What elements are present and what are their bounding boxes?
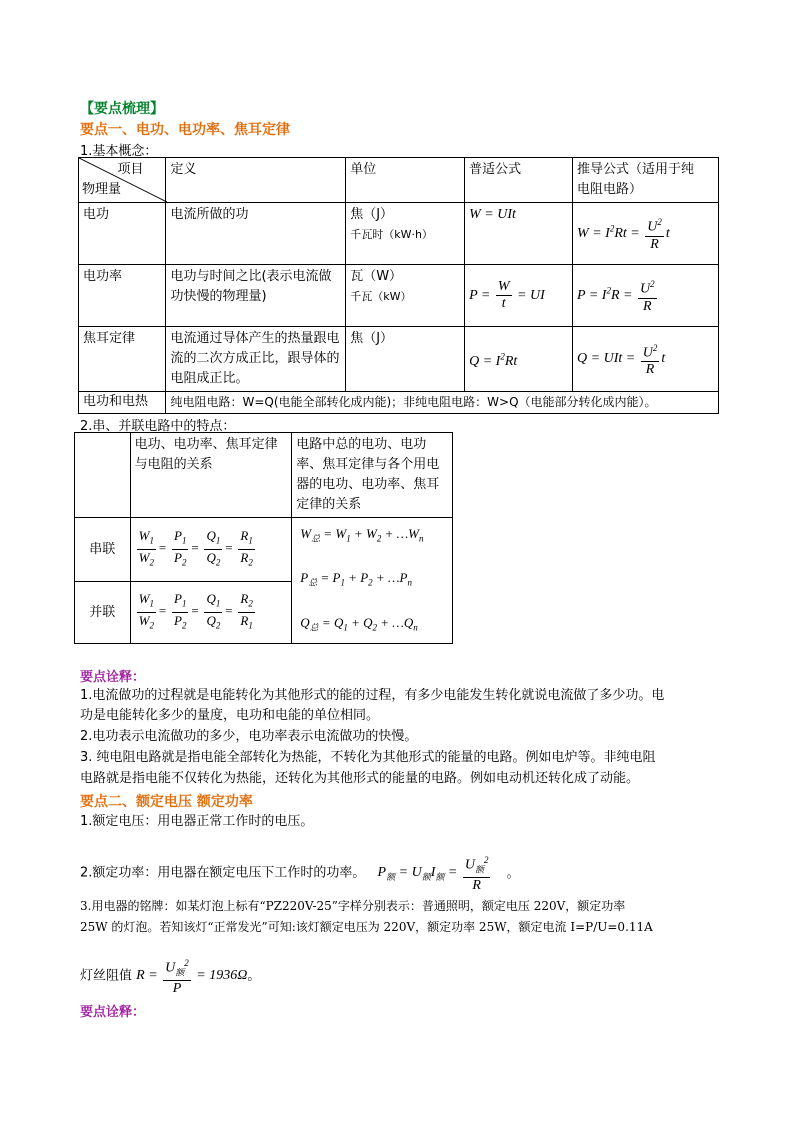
notes1-line5: 电路就是指电能不仅转化为热能，还转化为其他形式的能量的电路。例如电动机还转化成了动能。: [80, 771, 640, 786]
corner-cell: [79, 158, 166, 203]
filament-formula: R = $\frac{U_额^2}{P}$ = 1936Ω: [136, 958, 248, 997]
nameplate-line2: 25W 的灯泡。若知该灯“正常发光”可知:该灯额定电压为 220V，额定功率 25W，额定电流 I=P/U=0.11A: [80, 920, 653, 934]
filament-line: 灯丝阻值 R = $\frac{U_额^2}{P}$ = 1936Ω。: [80, 958, 261, 997]
row-joule-name: 焦耳定律: [79, 327, 166, 392]
point1-title: 要点一、电功、电功率、焦耳定律: [80, 122, 290, 138]
sp-parallel-ratio: $\frac{W_1}{W_2}$ = $\frac{P_1}{P_2}$ = $\frac{Q_1}{Q_2}$ = $\frac{R_2}{R_1}$: [130, 582, 292, 644]
sp-corner: [75, 433, 131, 518]
row-work-heat-name: 电功和电热: [79, 392, 166, 414]
row-power-formula: P = $\frac{W}{t}$ = UI: [465, 265, 573, 327]
notes1-line3: 2.电功表示电流做功的多少，电功率表示电流做功的快慢。: [80, 729, 418, 744]
row-power: [79, 265, 719, 327]
section-heading: 【要点梳理】: [80, 101, 164, 117]
row-power-name: 电功率: [79, 265, 166, 327]
sp-series-ratio: $\frac{W_1}{W_2}$ = $\frac{P_1}{P_2}$ = $\frac{Q_1}{Q_2}$ = $\frac{R_1}{R_2}$: [130, 518, 292, 582]
row-work: [79, 203, 719, 265]
rated-voltage-text: 1.额定电压：用电器正常工作时的电压。: [80, 814, 314, 829]
rated-sub-p: 额: [386, 872, 396, 883]
notes1-title: 要点诠释：: [80, 670, 146, 685]
row-work-heat-text: 纯电阻电路：W=Q(电能全部转化成内能)；非纯电阻电路：W>Q（电能部分转化成内能）。: [166, 392, 719, 414]
series-parallel-table: [74, 432, 453, 644]
row-power-unit1: 瓦（W）: [350, 269, 403, 284]
row-power-derived: $P = I^2R$ = $\frac{U^2}{R}$: [573, 265, 719, 327]
row-power-def: 电功与时间之比(表示电流做功快慢的物理量): [166, 265, 346, 327]
row-work-def: 电流所做的功: [166, 203, 346, 265]
row-work-heat: [79, 392, 719, 414]
row-work-formula: W = UIt: [465, 203, 573, 265]
row-work-unit: [346, 203, 465, 265]
row-joule-derived: Q = UIt = $\frac{U^2}{R}$ t: [573, 327, 719, 392]
nameplate-line1: 3.用电器的铭牌：如某灯泡上标有“PZ220V-25”字样分别表示：普通照明，额定电压 220V，额定功率: [80, 899, 626, 913]
rated-sub-u2: 额: [474, 864, 484, 875]
row-work-derived: $W = I^2Rt$ = $\frac{U^2}{R}$ t: [573, 203, 719, 265]
rated-power-text: 2.额定功率：用电器在额定电压下工作时的功率。: [80, 865, 366, 881]
row-power-unit2: 千瓦（kW）: [350, 290, 412, 303]
header-unit: 单位: [346, 158, 465, 203]
sp-row-series: [75, 518, 453, 582]
filament-sub: 额: [175, 967, 185, 978]
header-derived: [573, 158, 719, 203]
row-work-name: 电功: [79, 203, 166, 265]
header-derived-line1: 推导公式（适用于纯: [577, 162, 695, 177]
point2-title: 要点二、额定电压 额定功率: [80, 794, 253, 810]
header-formula: 普适公式: [465, 158, 573, 203]
row-work-unit1: 焦（J）: [350, 207, 394, 222]
row-power-unit: [346, 265, 465, 327]
header-derived-line2: 电阻电路）: [577, 182, 643, 197]
basic-concept-label: 1.基本概念：: [80, 144, 158, 159]
filament-label: 灯丝阻值: [80, 968, 133, 984]
notes1-line4: 3. 纯电阻电路就是指电能全部转化为热能，不转化为其他形式的能量的电路。例如电炉等。非纯电阻: [80, 750, 656, 765]
series-parallel-title: 2.串、并联电路中的特点：: [80, 419, 236, 434]
concept-table: [78, 157, 719, 414]
notes1-line1: 1.电流做功的过程就是电能转化为其他形式的能的过程，有多少电能发生转化就说电流做了多少功。电: [80, 688, 665, 703]
row-joule-formula: $Q = I^2Rt$: [465, 327, 573, 392]
corner-top-label: 项目: [117, 162, 144, 177]
sp-totals: $W_总 = W_1 + W_2$ + $\dots W_n$ $P_总 = P_1 + P_2$ + $\dots P_n$ $Q_总 = Q_1 + Q_2$ + $\dots Q_n$: [292, 518, 453, 644]
row-joule-unit: 焦（J）: [346, 327, 465, 392]
row-joule-def: 电流通过导体产生的热量跟电流的二次方成正比，跟导体的电阻成正比。: [166, 327, 346, 392]
header-definition: 定义: [166, 158, 346, 203]
row-work-unit2: 千瓦时（kW·h）: [350, 228, 433, 241]
sp-header-resistance: 电功、电功率、焦耳定律与电阻的关系: [130, 433, 292, 518]
rated-sub-u: 额: [421, 872, 431, 883]
sp-parallel-label: 并联: [75, 582, 131, 644]
rated-sub-i: 额: [435, 872, 445, 883]
rated-power-formula: $P_额 = U_额I_额$ = $\frac{U_额^2}{R}$: [377, 855, 489, 894]
notes2-title: 要点诠释：: [80, 1005, 146, 1020]
notes1-line2: 功是电能转化多少的量度，电功和电能的单位相同。: [80, 708, 380, 723]
sp-header-total: 电路中总的电功、电功率、焦耳定律与各个用电器的电功、电功率、焦耳定律的关系: [292, 433, 453, 518]
rated-power-line: 2.额定功率：用电器在额定电压下工作时的功率。 $P_额 = U_额I_额$ = $\frac{U_额^2}{R}$ 。: [80, 855, 520, 894]
corner-bottom-label: 物理量: [82, 182, 122, 197]
row-joule: [79, 327, 719, 392]
sp-series-label: 串联: [75, 518, 131, 582]
